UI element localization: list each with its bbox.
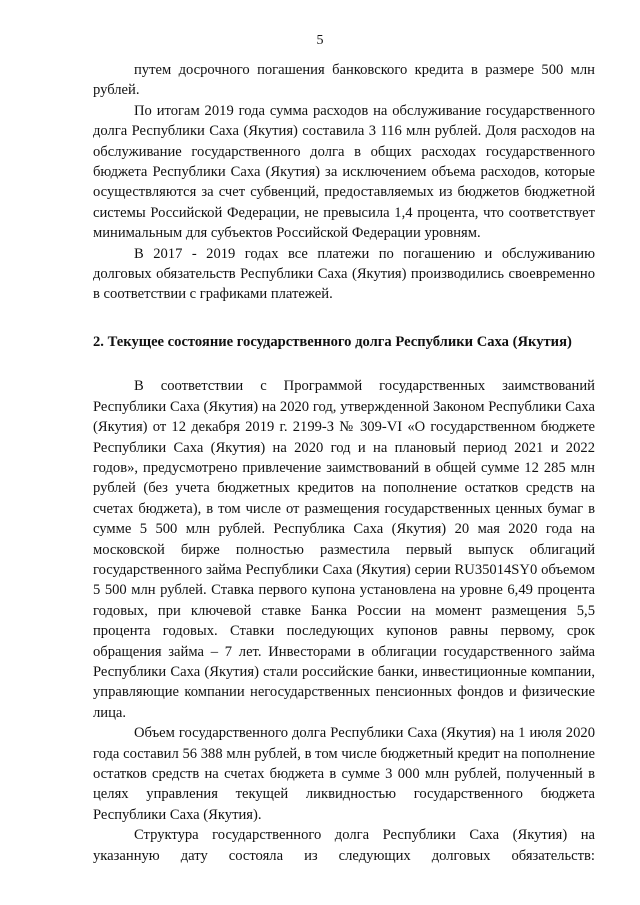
paragraph-debt-structure: Структура государственного долга Республики Саха (Якутия) на указанную дату состояла из следующих долговых обязательств: xyxy=(93,827,595,864)
paragraph-payments-2017-2019: В 2017 - 2019 годах все платежи по погашению и обслуживанию долговых обязательств Республики Саха (Якутия) производились своевременно в соответствии с графиками платежей. xyxy=(93,245,595,303)
page-number: 5 xyxy=(316,33,324,48)
paragraph-debt-service-2019: По итогам 2019 года сумма расходов на обслуживание государственного долга Республики Саха (Якутия) составила 3 116 млн рублей. Доля расходов на обслуживание государственного долга в общих расходах государственного бюджета Республики Саха (Якутия) за исключением объема расходов, которые осуществляются за счет субвенций, предоставляемых из бюджетов бюджетной системы Российской Федерации, не превысила 1,4 процента, что соответствует минимальным для субъектов Российской Федерации уровням. xyxy=(93,102,595,242)
body-text xyxy=(93,60,595,866)
paragraph-borrowing-program: В соответствии с Программой государственных заимствований Республики Саха (Якутия) на 2020 год, утвержденной Законом Республики Саха (Якутия) от 12 декабря 2019 г. 2199-З № 309-VI «О государственном бюджете Республики Саха (Якутия) на 2020 год и на плановый период 2021 и 2022 годов», предусмотрено привлечение заимствований в общей сумме 12 285 млн рублей (без учета бюджетных кредитов на пополнение остатков средств на счетах бюджета), в том числе от размещения государственных ценных бумаг в сумме 5 500 млн рублей. Республика Саха (Якутия) 20 мая 2020 года на московской бирже полностью разместила первый выпуск облигаций государственного займа Республики Саха (Якутия) серии RU35014SY0 объемом 5 500 млн рублей. Ставка первого купона установлена на уровне 6,49 процента годовых, при ключевой ставке Банка России на момент размещения 5,5 процента годовых. Ставки последующих купонов равны первому, срок обращения займа – 7 лет. Инвесторами в облигации государственного займа Республики Саха (Якутия) стали российские банки, инвестиционные компании, управляющие компании негосударственных пенсионных фондов и физические лица. xyxy=(93,378,595,721)
section-heading: 2. Текущее состояние государственного долга Республики Саха (Якутия) xyxy=(93,333,572,350)
paragraph-debt-volume: Объем государственного долга Республики Саха (Якутия) на 1 июля 2020 года составил 56 388 млн рублей, в том числе бюджетный кредит на пополнение остатков средств на счетах бюджета в сумме 3 000 млн рублей, полученный в целях управления текущей ликвидностью государственного бюджета Республики Саха (Якутия). xyxy=(93,725,595,823)
paragraph-loan-repayment: путем досрочного погашения банковского кредита в размере 500 млн рублей. xyxy=(93,62,595,99)
